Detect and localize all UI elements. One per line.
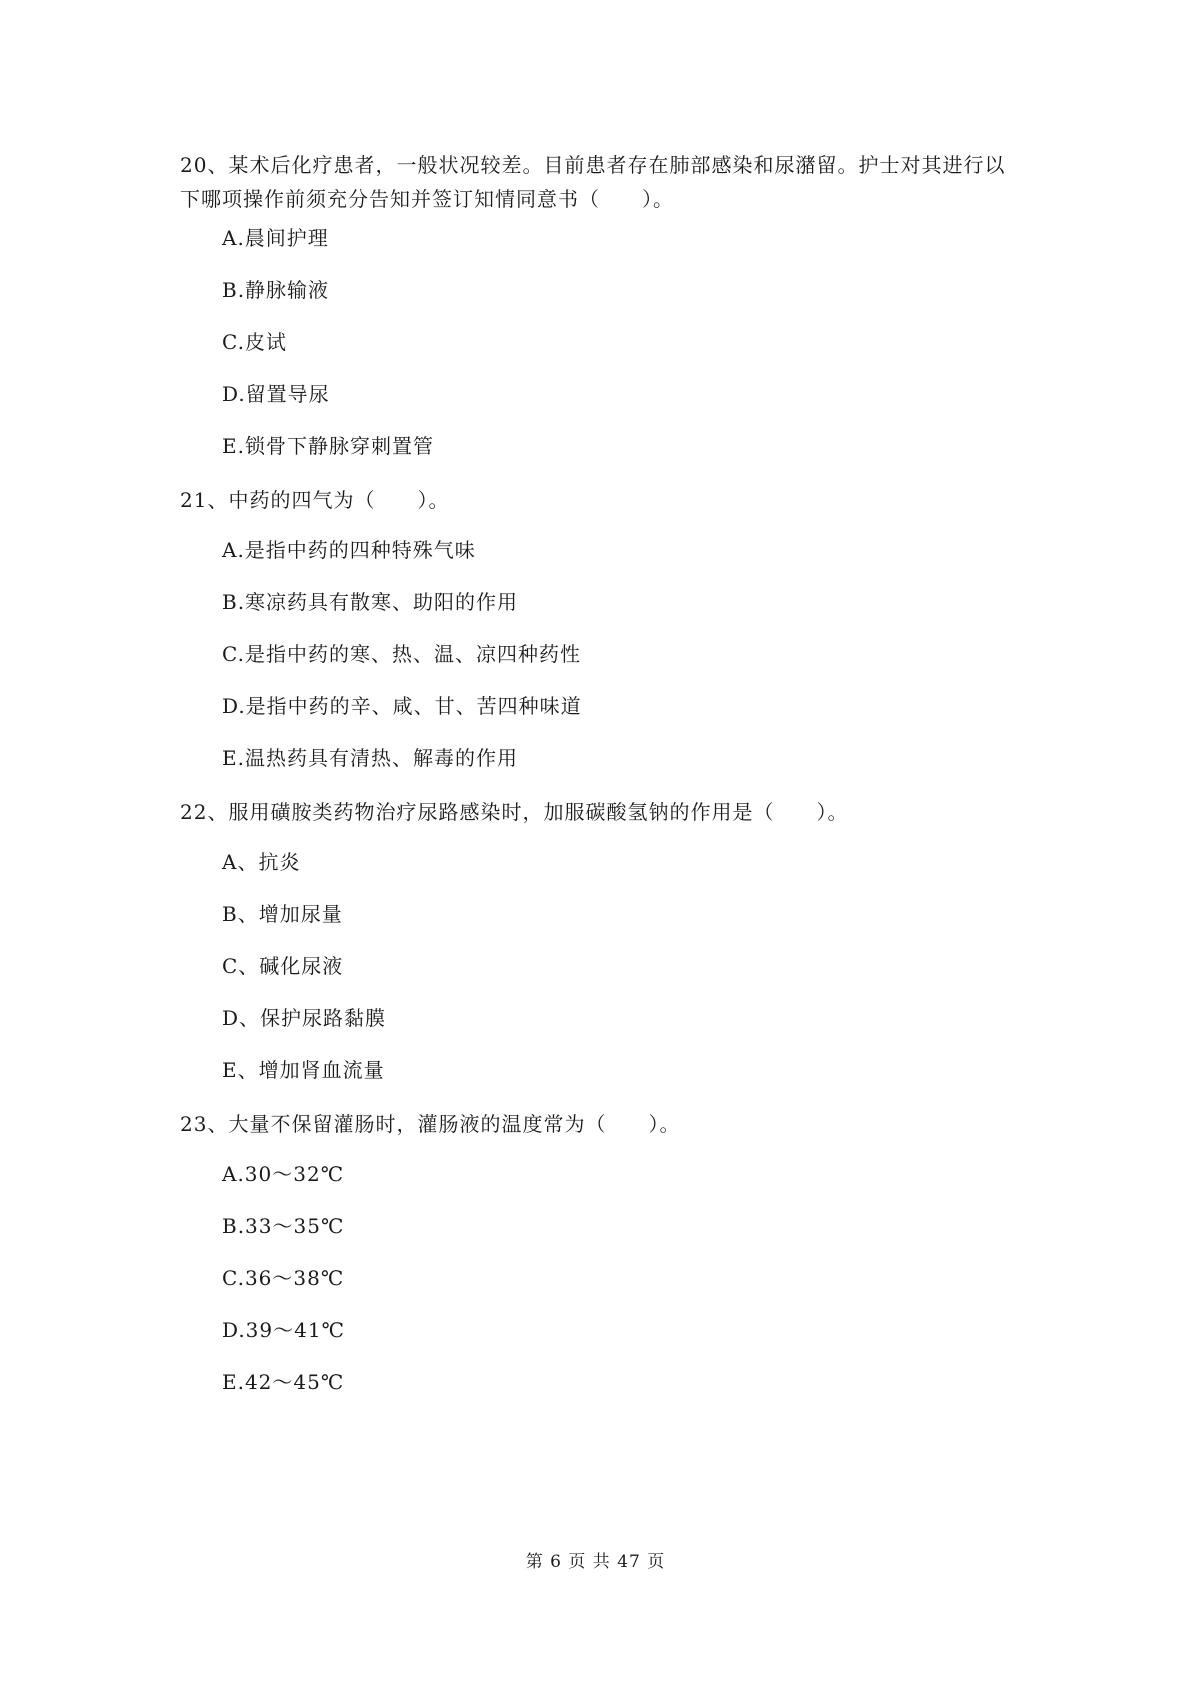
- question-20-option-b: B.静脉输液: [222, 278, 330, 302]
- question-21-stem: 21、中药的四气为（ ）。: [180, 488, 450, 512]
- question-20-option-d: D.留置导尿: [222, 382, 330, 406]
- question-22-option-a: A、抗炎: [222, 850, 301, 874]
- question-20-option-a: A.晨间护理: [222, 226, 329, 250]
- question-22-option-e: E、增加肾血流量: [222, 1058, 385, 1082]
- question-23-option-a: A.30～32℃: [222, 1162, 345, 1186]
- question-21-option-c: C.是指中药的寒、热、温、凉四种药性: [222, 642, 581, 666]
- question-22-option-d: D、保护尿路黏膜: [222, 1006, 387, 1030]
- page-footer: 第 6 页 共 47 页: [525, 1552, 666, 1572]
- question-20-option-e: E.锁骨下静脉穿刺置管: [222, 434, 434, 458]
- question-21-option-a: A.是指中药的四种特殊气味: [222, 538, 476, 562]
- question-21-option-d: D.是指中药的辛、咸、甘、苦四种味道: [222, 694, 582, 718]
- question-23-option-d: D.39～41℃: [222, 1318, 345, 1342]
- question-23-stem: 23、大量不保留灌肠时，灌肠液的温度常为（ ）。: [180, 1112, 681, 1136]
- question-23-option-c: C.36～38℃: [222, 1266, 345, 1290]
- question-22-option-c: C、碱化尿液: [222, 954, 344, 978]
- question-20-stem: 20、某术后化疗患者，一般状况较差。目前患者存在肺部感染和尿潴留。护士对其进行以下哪项操作前须充分告知并签订知情同意书（ ）。: [180, 153, 1006, 211]
- question-21-option-b: B.寒凉药具有散寒、助阳的作用: [222, 590, 519, 614]
- question-22-option-b: B、增加尿量: [222, 902, 343, 926]
- question-22-stem: 22、服用磺胺类药物治疗尿路感染时，加服碳酸氢钠的作用是（ ）。: [180, 800, 849, 824]
- question-20-option-c: C.皮试: [222, 330, 287, 354]
- question-23-option-b: B.33～35℃: [222, 1214, 345, 1238]
- question-21-option-e: E.温热药具有清热、解毒的作用: [222, 746, 518, 770]
- question-23-option-e: E.42～45℃: [222, 1370, 345, 1394]
